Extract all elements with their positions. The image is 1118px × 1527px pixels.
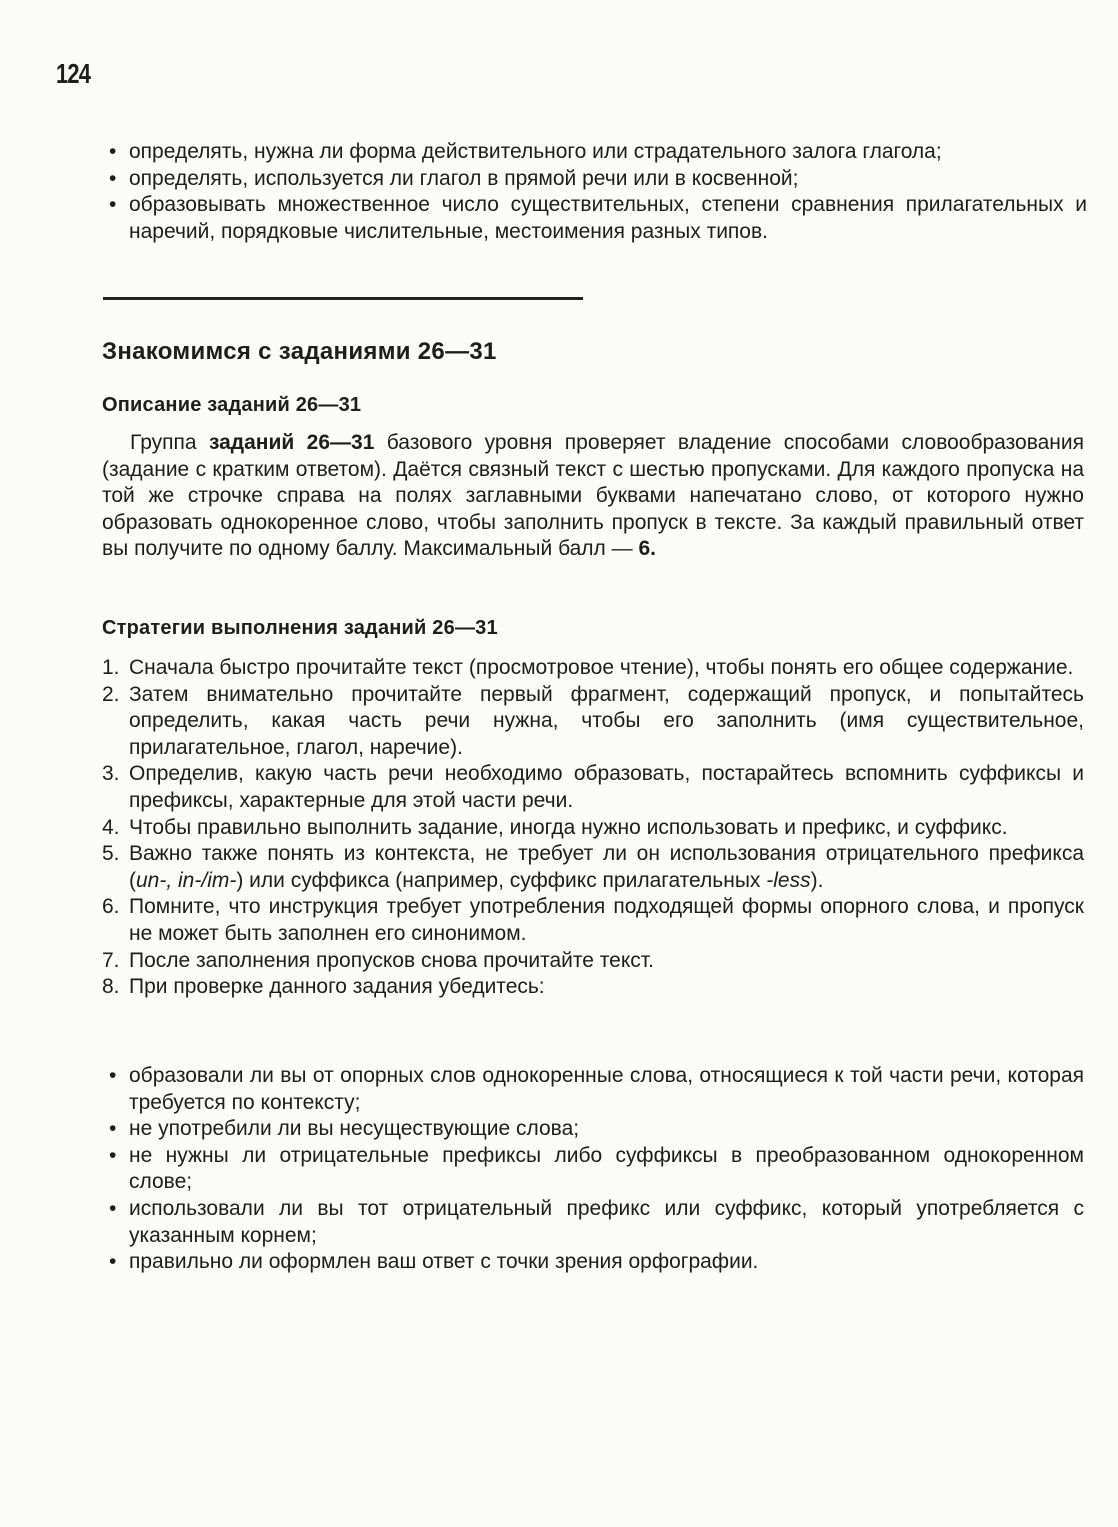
list-item: • правильно ли оформлен ваш ответ с точки зрения орфографии. — [107, 1249, 1084, 1276]
section-title: Знакомимся с заданиями 26—31 — [102, 338, 497, 365]
step-text: Помните, что инструкция требует употребления подходящей формы опорного слова, и пропуск не может быть заполнен его синонимом. — [129, 895, 1084, 945]
step-item — [102, 655, 1084, 682]
step-text: ). — [810, 868, 824, 892]
step-number: 7. — [102, 948, 120, 972]
step-text: Затем внимательно прочитайте первый фрагмент, содержащий пропуск, и попытайтесь определить, какая часть речи нужна, чтобы его заполнить (имя существительное, прилагательное, глагол, наречие). — [129, 682, 1084, 759]
step-item — [102, 815, 1084, 842]
step-number: 4. — [102, 815, 120, 839]
list-item: • образовывать множественное число существительных, степени сравнения прилагательных и наречий, порядковые числительные, местоимения разных типов. — [107, 192, 1087, 245]
list-item: • использовали ли вы тот отрицательный префикс или суффикс, который употребляется с указанным корнем; — [107, 1196, 1084, 1249]
step-text: После заполнения пропусков снова прочитайте текст. — [129, 948, 654, 972]
list-item: • не нужны ли отрицательные префиксы либо суффиксы в преобразованном однокоренном слове; — [107, 1143, 1084, 1196]
list-item: • не употребили ли вы несуществующие слова; — [107, 1116, 1084, 1143]
step-item — [102, 948, 1084, 975]
description-paragraph — [102, 430, 1084, 563]
step-text: Чтобы правильно выполнить задание, иногда нужно использовать и префикс, и суффикс. — [129, 815, 1008, 839]
step-text: ) или суффикса (например, суффикс прилагательных — [236, 868, 767, 892]
step-text: При проверке данного задания убедитесь: — [129, 975, 545, 999]
step-item — [102, 682, 1084, 762]
step-item — [102, 841, 1084, 894]
step-item — [102, 894, 1084, 947]
step-text: Важно также понять из контекста, не требует ли он использования отрицательного префикса ( — [129, 842, 1084, 892]
step-italic: -less — [766, 868, 811, 892]
list-item: • образовали ли вы от опорных слов однокоренные слова, относящиеся к той части речи, которая требуется по контексту; — [107, 1063, 1084, 1116]
step-item — [102, 761, 1084, 814]
check-bullet-list — [107, 1063, 1084, 1276]
step-number: 8. — [102, 975, 120, 999]
step-number: 5. — [102, 842, 120, 866]
step-number: 3. — [102, 762, 120, 786]
description-text: Группа — [130, 431, 209, 454]
step-number: 2. — [102, 682, 120, 706]
description-text: базового уровня проверяет владение способами словообразования (задание с кратким ответом). Даётся связный текст с шестью пропусками. Для каждого пропуска на той же строчке справа на полях заглавными буквами напечатано слово, от которого нужно образовать однокоренное слово, чтобы заполнить пропуск в тексте. За каждый правильный ответ вы получите по одному баллу. Максимальный балл — — [102, 431, 1085, 561]
section-divider — [103, 297, 583, 300]
page-number: 124 — [56, 58, 91, 89]
step-item — [102, 974, 1084, 1001]
step-number: 1. — [102, 656, 120, 679]
step-number: 6. — [102, 895, 120, 919]
strategy-steps — [102, 655, 1084, 1001]
intro-bullet-list — [107, 139, 1087, 245]
description-heading: Описание заданий 26—31 — [102, 394, 362, 416]
step-text: Сначала быстро прочитайте текст (просмотровое чтение), чтобы понять его общее содержание. — [129, 656, 1074, 679]
list-item: • определять, нужна ли форма действительного или страдательного залога глагола; — [107, 139, 1087, 166]
max-score: 6. — [638, 537, 656, 561]
step-text: Определив, какую часть речи необходимо образовать, постарайтесь вспомнить суффиксы и префиксы, характерные для этой части речи. — [129, 762, 1084, 812]
strategies-heading: Стратегии выполнения заданий 26—31 — [102, 617, 498, 639]
description-bold: заданий 26—31 — [208, 431, 375, 454]
step-italic: un-, in-/im- — [136, 868, 237, 892]
list-item: • определять, используется ли глагол в прямой речи или в косвенной; — [107, 166, 1087, 193]
